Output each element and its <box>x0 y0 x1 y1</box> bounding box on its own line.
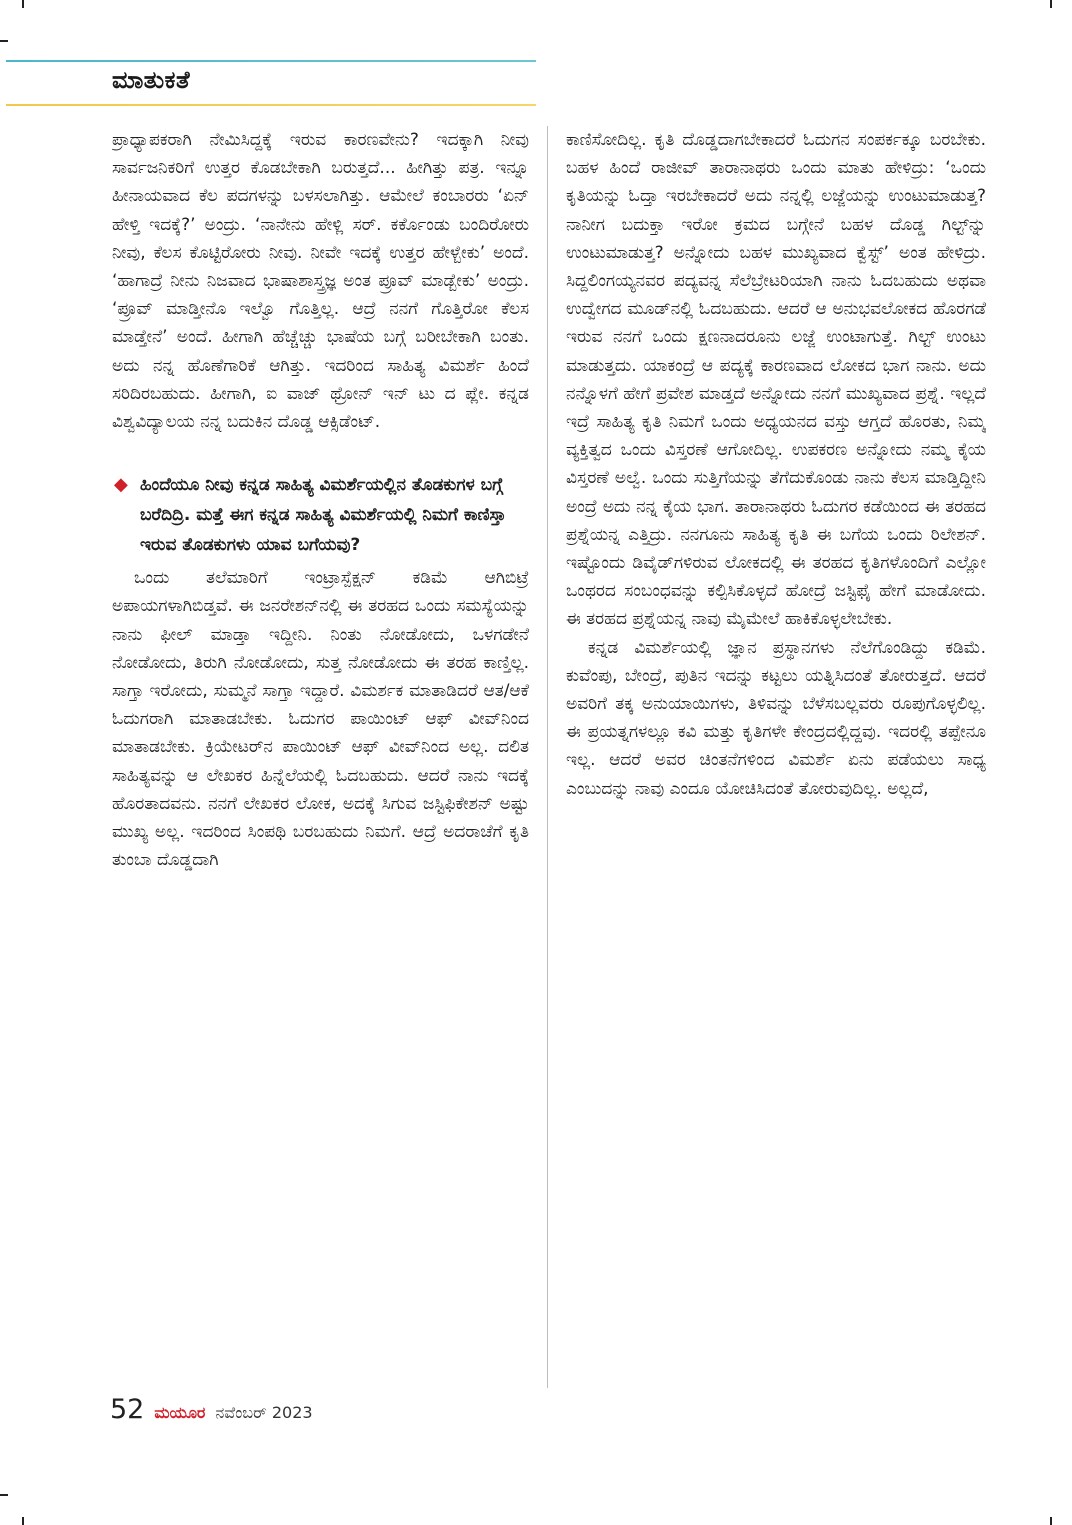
left-column <box>112 126 529 1400</box>
page-number: 52 <box>110 1394 145 1425</box>
crop-mark-top-right <box>1050 0 1052 8</box>
section-rule-top <box>6 60 536 62</box>
column-divider <box>547 126 548 1388</box>
right-column <box>566 126 986 1400</box>
section-title: ಮಾತುಕತೆ <box>112 66 191 94</box>
issue-date: ನವೆಂಬರ್ 2023 <box>215 1403 313 1422</box>
crop-mark-bottom-right <box>1050 1517 1052 1525</box>
question-text: ಹಿಂದೆಯೂ ನೀವು ಕನ್ನಡ ಸಾಹಿತ್ಯ ವಿಮರ್ಶೆಯಲ್ಲಿನ ತೊಡಕುಗಳ ಬಗ್ಗೆ ಬರೆದಿದ್ರಿ. ಮತ್ತೆ ಈಗ ಕನ್ನಡ ಸಾಹಿತ್ಯ ವಿಮರ್ಶೆಯಲ್ಲಿ ನಿಮಗೆ ಕಾಣಿಸ್ತಾ ಇರುವ ತೊಡಕುಗಳು ಯಾವ ಬಗೆಯವು? <box>140 475 506 556</box>
right-paragraph-2: ಕನ್ನಡ ವಿಮರ್ಶೆಯಲ್ಲಿ ಜ್ಞಾನ ಪ್ರಸ್ಥಾನಗಳು ನೆಲೆಗೊಂಡಿದ್ದು ಕಡಿಮೆ. ಕುವೆಂಪು, ಬೇಂದ್ರೆ, ಪುತಿನ ಇದನ್ನು ಕಟ್ಟಲು ಯತ್ನಿಸಿದಂತೆ ತೋರುತ್ತದೆ. ಆದರೆ ಅವರಿಗೆ ತಕ್ಕ ಅನುಯಾಯಿಗಳು, ತಿಳಿವನ್ನು ಬೆಳೆಸಬಲ್ಲವರು ರೂಪುಗೊಳ್ಳಲಿಲ್ಲ. ಈ ಪ್ರಯತ್ನಗಳಲ್ಲೂ ಕವಿ ಮತ್ತು ಕೃತಿಗಳೇ ಕೇಂದ್ರದಲ್ಲಿದ್ದವು. ಇದರಲ್ಲಿ ತಪ್ಪೇನೂ ಇಲ್ಲ. ಆದರೆ ಅವರ ಚಿಂತನೆಗಳಿಂದ ವಿಮರ್ಶೆ ಏನು ಪಡೆಯಲು ಸಾಧ್ಯ ಎಂಬುದನ್ನು ನಾವು ಎಂದೂ ಯೋಚಿಸಿದಂತೆ ತೋರುವುದಿಲ್ಲ. ಅಲ್ಲದೆ, <box>566 637 986 799</box>
magazine-logo: ಮಯೂರ <box>154 1403 206 1422</box>
crop-mark-left-lower <box>0 1494 8 1496</box>
crop-mark-top-left <box>22 0 24 8</box>
interview-question <box>112 470 510 560</box>
crop-mark-left-upper <box>0 40 8 42</box>
right-paragraph-1: ಕಾಣಿಸೋದಿಲ್ಲ. ಕೃತಿ ದೊಡ್ಡದಾಗಬೇಕಾದರೆ ಓದುಗನ ಸಂಪರ್ಕಕ್ಕೂ ಬರಬೇಕು. ಬಹಳ ಹಿಂದೆ ರಾಜೀವ್ ತಾರಾನಾಥರು ಒಂದು ಮಾತು ಹೇಳಿದ್ರು: ‘ಒಂದು ಕೃತಿಯನ್ನು ಓದ್ತಾ ಇರಬೇಕಾದರೆ ಅದು ನನ್ನಲ್ಲಿ ಲಜ್ಜೆಯನ್ನು ಉಂಟುಮಾಡುತ್ತ? ನಾನೀಗ ಬದುಕ್ತಾ ಇರೋ ಕ್ರಮದ ಬಗ್ಗೇನೆ ಬಹಳ ದೊಡ್ಡ ಗಿಲ್ಟ್‌ನ್ನು ಉಂಟುಮಾಡುತ್ತ? ಅನ್ನೋದು ಬಹಳ ಮುಖ್ಯವಾದ ಕ್ವೆಸ್ಟ್’ ಅಂತ ಹೇಳಿದ್ರು. ಸಿದ್ದಲಿಂಗಯ್ಯನವರ ಪದ್ಯವನ್ನ ಸೆಲೆಬ್ರೇಟರಿಯಾಗಿ ನಾನು ಓದಬಹುದು ಅಥವಾ ಉದ್ವೇಗದ ಮೂಡ್‌ನಲ್ಲಿ ಓದಬಹುದು. ಆದರೆ ಆ ಅನುಭವಲೋಕದ ಹೊರಗಡೆ ಇರುವ ನನಗೆ ಒಂದು ಕ್ಷಣನಾದರೂನು ಲಜ್ಜೆ ಉಂಟಾಗುತ್ತೆ. ಗಿಲ್ಟ್ ಉಂಟು ಮಾಡುತ್ತದು. ಯಾಕಂದ್ರೆ ಆ ಪದ್ಯಕ್ಕೆ ಕಾರಣವಾದ ಲೋಕದ ಭಾಗ ನಾನು. ಅದು ನನ್ನೊಳಗೆ ಹೇಗೆ ಪ್ರವೇಶ ಮಾಡ್ತದೆ ಅನ್ನೋದು ನನಗೆ ಮುಖ್ಯವಾದ ಪ್ರಶ್ನೆ. ಇಲ್ಲದೆ ಇದ್ರೆ ಸಾಹಿತ್ಯ ಕೃತಿ ನಿಮಗೆ ಒಂದು ಅಧ್ಯಯನದ ವಸ್ತು ಆಗ್ತದೆ ಹೊರತು, ನಿಮ್ಮ ವ್ಯಕ್ತಿತ್ವದ ಒಂದು ವಿಸ್ತರಣೆ ಆಗೋದಿಲ್ಲ. ಉಪಕರಣ ಅನ್ನೋದು ನಮ್ಮ ಕೈಯ ವಿಸ್ತರಣೆ ಅಲ್ವೆ. ಒಂದು ಸುತ್ತಿಗೆಯನ್ನು ತೆಗೆದುಕೊಂಡು ನಾನು ಕೆಲಸ ಮಾಡ್ತಿದ್ದೀನಿ ಅಂದ್ರೆ ಅದು ನನ್ನ ಕೈಯ ಭಾಗ. ತಾರಾನಾಥರು ಓದುಗರ ಕಡೆಯಿಂದ ಈ ತರಹದ ಪ್ರಶ್ನೆಯನ್ನ ಎತ್ತಿದ್ರು. ನನಗೂನು ಸಾಹಿತ್ಯ ಕೃತಿ ಈ ಬಗೆಯ ಒಂದು ರಿಲೇಶನ್. ಇಷ್ಟೊಂದು ಡಿವೈಡ್‌ಗಳಿರುವ ಲೋಕದಲ್ಲಿ ಈ ತರಹದ ಕೃತಿಗಳೊಂದಿಗೆ ಎಲ್ಲೋ ಒಂಥರದ ಸಂಬಂಧವನ್ನು ಕಲ್ಪಿಸಿಕೊಳ್ಳದೆ ಹೋದ್ರೆ ಜಸ್ಟಿಫೈ ಹೇಗೆ ಮಾಡೋದು. ಈ ತರಹದ ಪ್ರಶ್ನೆಯನ್ನ ನಾವು ಮೈಮೇಲೆ ಹಾಕಿಕೊಳ್ಳಲೇಬೇಕು. <box>566 130 986 630</box>
left-paragraph-1: ಪ್ರಾಧ್ಯಾಪಕರಾಗಿ ನೇಮಿಸಿದ್ದಕ್ಕೆ ಇರುವ ಕಾರಣವೇನು? ಇದಕ್ಕಾಗಿ ನೀವು ಸಾರ್ವಜನಿಕರಿಗೆ ಉತ್ತರ ಕೊಡಬೇಕಾಗಿ ಬರುತ್ತದೆ... ಹೀಗಿತ್ತು ಪತ್ರ. ಇನ್ನೂ ಹೀನಾಯವಾದ ಕೆಲ ಪದಗಳನ್ನು ಬಳಸಲಾಗಿತ್ತು. ಆಮೇಲೆ ಕಂಬಾರರು ‘ಏನ್ ಹೇಳ್ತಿ ಇದಕ್ಕೆ?’ ಅಂದ್ರು. ‘ನಾನೇನು ಹೇಳ್ಲಿ ಸರ್. ಕರ್ಕೊಂಡು ಬಂದಿರೋರು ನೀವು, ಕೆಲಸ ಕೊಟ್ಟಿರೋರು ನೀವು. ನೀವೇ ಇದಕ್ಕೆ ಉತ್ತರ ಹೇಳ್ಬೇಕು’ ಅಂದೆ. ‘ಹಾಗಾದ್ರೆ ನೀನು ನಿಜವಾದ ಭಾಷಾಶಾಸ್ತ್ರಜ್ಞ ಅಂತ ಪ್ರೂವ್ ಮಾಡ್ಬೇಕು’ ಅಂದ್ರು. ‘ಪ್ರೂವ್ ಮಾಡ್ತೀನೊ ಇಲ್ವೊ ಗೊತ್ತಿಲ್ಲ. ಆದ್ರೆ ನನಗೆ ಗೊತ್ತಿರೋ ಕೆಲಸ ಮಾಡ್ತೇನೆ’ ಅಂದೆ. ಹೀಗಾಗಿ ಹೆಚ್ಚೆಚ್ಚು ಭಾಷೆಯ ಬಗ್ಗೆ ಬರೀಬೇಕಾಗಿ ಬಂತು. ಅದು ನನ್ನ ಹೊಣೆಗಾರಿಕೆ ಆಗಿತ್ತು. ಇದರಿಂದ ಸಾಹಿತ್ಯ ವಿಮರ್ಶೆ ಹಿಂದೆ ಸರಿದಿರಬಹುದು. ಹೀಗಾಗಿ, ಐ ವಾಜ್ ಥ್ರೋನ್ ಇನ್ ಟು ದ ಪ್ಲೇ. ಕನ್ನಡ ವಿಶ್ವವಿದ್ಯಾಲಯ ನನ್ನ ಬದುಕಿನ ದೊಡ್ಡ ಆಕ್ಸಿಡೆಂಟ್. <box>112 130 529 433</box>
page-footer <box>110 1394 313 1425</box>
diamond-bullet-icon: ◆ <box>114 474 128 496</box>
left-paragraph-2: ಒಂದು ತಲೆಮಾರಿಗೆ ಇಂಟ್ರಾಸ್ಪೆಕ್ಷನ್ ಕಡಿಮೆ ಆಗಿಬಿಟ್ರೆ ಅಪಾಯಗಳಾಗಿಬಿಡ್ತವೆ. ಈ ಜನರೇಶನ್‌ನಲ್ಲಿ ಈ ತರಹದ ಒಂದು ಸಮಸ್ಯೆಯನ್ನು ನಾನು ಫೀಲ್ ಮಾಡ್ತಾ ಇದ್ದೀನಿ. ನಿಂತು ನೋಡೋದು, ಒಳಗಡೇನೆ ನೋಡೋದು, ತಿರುಗಿ ನೋಡೋದು, ಸುತ್ತ ನೋಡೋದು ಈ ತರಹ ಕಾಣ್ತಿಲ್ಲ. ಸಾಗ್ತಾ ಇರೋದು, ಸುಮ್ಮನೆ ಸಾಗ್ತಾ ಇದ್ದಾರೆ. ವಿಮರ್ಶಕ ಮಾತಾಡಿದರೆ ಆತ/ಆಕೆ ಓದುಗರಾಗಿ ಮಾತಾಡಬೇಕು. ಓದುಗರ ಪಾಯಿಂಟ್ ಆಫ್ ವೀವ್‌ನಿಂದ ಮಾತಾಡಬೇಕು. ಕ್ರಿಯೇಟರ್‌ನ ಪಾಯಿಂಟ್ ಆಫ್ ವೀವ್‌ನಿಂದ ಅಲ್ಲ. ದಲಿತ ಸಾಹಿತ್ಯವನ್ನು ಆ ಲೇಖಕರ ಹಿನ್ನೆಲೆಯಲ್ಲಿ ಓದಬಹುದು. ಆದರೆ ನಾನು ಇದಕ್ಕೆ ಹೊರತಾದವನು. ನನಗೆ ಲೇಖಕರ ಲೋಕ, ಅದಕ್ಕೆ ಸಿಗುವ ಜಸ್ಟಿಫಿಕೇಶನ್ ಅಷ್ಟು ಮುಖ್ಯ ಅಲ್ಲ. ಇದರಿಂದ ಸಿಂಪಥಿ ಬರಬಹುದು ನಿಮಗೆ. ಆದ್ರೆ ಅದರಾಚೆಗೆ ಕೃತಿ ತುಂಬಾ ದೊಡ್ಡದಾಗಿ <box>112 568 529 871</box>
section-rule-bottom <box>6 104 536 106</box>
crop-mark-bottom-left <box>22 1517 24 1525</box>
